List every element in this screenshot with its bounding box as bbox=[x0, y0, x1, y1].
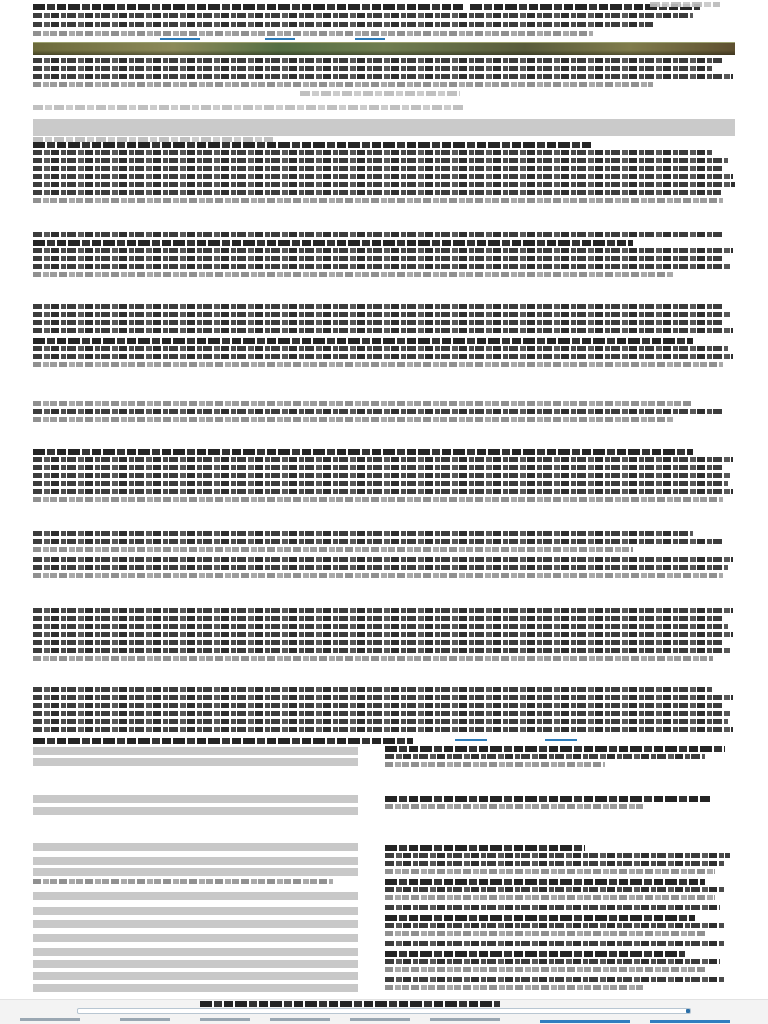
paragraph-line bbox=[33, 616, 723, 621]
paragraph-line bbox=[33, 489, 733, 494]
paragraph-line bbox=[33, 354, 733, 359]
paragraph-line bbox=[33, 632, 733, 637]
related-item[interactable] bbox=[33, 747, 358, 755]
related-item-bar bbox=[33, 857, 358, 865]
hero-caption-2 bbox=[33, 66, 713, 71]
related-item-bar bbox=[33, 972, 358, 980]
related-link[interactable] bbox=[385, 879, 705, 885]
related-text bbox=[385, 977, 725, 982]
section-meta bbox=[33, 105, 463, 110]
paragraph-line bbox=[33, 656, 713, 661]
related-text bbox=[385, 861, 725, 866]
subtitle-line-2 bbox=[33, 22, 653, 27]
hero-caption-4 bbox=[33, 82, 653, 87]
paragraph-line bbox=[33, 198, 723, 203]
related-text bbox=[385, 762, 605, 767]
paragraph-line bbox=[33, 608, 733, 613]
paragraph-line bbox=[33, 362, 723, 367]
paragraph-line bbox=[33, 557, 733, 562]
paragraph-line bbox=[33, 248, 733, 253]
related-link[interactable] bbox=[385, 796, 710, 802]
paragraph-line bbox=[33, 624, 728, 629]
paragraph-line bbox=[33, 166, 723, 171]
hero-shade bbox=[33, 50, 735, 55]
hero-caption bbox=[33, 58, 723, 63]
footer-tab-active[interactable] bbox=[540, 1020, 630, 1023]
paragraph-line bbox=[33, 687, 713, 692]
related-item[interactable] bbox=[33, 907, 358, 915]
related-link[interactable] bbox=[385, 915, 695, 921]
byline-link-3[interactable] bbox=[355, 38, 385, 40]
related-link[interactable] bbox=[385, 951, 685, 957]
footer-tab[interactable] bbox=[200, 1018, 250, 1021]
byline-link-2[interactable] bbox=[265, 38, 295, 40]
paragraph-line bbox=[33, 174, 733, 179]
related-text bbox=[385, 967, 705, 972]
byline bbox=[33, 31, 593, 36]
paragraph-line bbox=[33, 312, 731, 317]
paragraph-line bbox=[33, 573, 723, 578]
paragraph-line bbox=[33, 711, 731, 716]
search-input[interactable] bbox=[77, 1008, 691, 1014]
paragraph-line bbox=[33, 497, 723, 502]
footer-bar bbox=[0, 999, 768, 1024]
paragraph-line bbox=[33, 547, 633, 552]
related-text bbox=[385, 941, 725, 946]
footer-tab[interactable] bbox=[430, 1018, 500, 1021]
footer-title bbox=[200, 1001, 500, 1007]
paragraph-line bbox=[33, 539, 723, 544]
related-item-bar bbox=[33, 758, 358, 766]
related-text bbox=[385, 985, 645, 990]
related-item[interactable] bbox=[33, 948, 358, 956]
paragraph-line bbox=[33, 190, 721, 195]
paragraph-line bbox=[33, 457, 733, 462]
related-item-bar bbox=[33, 807, 358, 815]
related-text bbox=[385, 869, 715, 874]
section-banner bbox=[33, 119, 735, 136]
paragraph-line bbox=[33, 719, 728, 724]
inline-link[interactable] bbox=[455, 739, 487, 741]
paragraph-line bbox=[33, 320, 723, 325]
paragraph-line bbox=[33, 531, 693, 536]
paragraph-line bbox=[33, 272, 673, 277]
footer-tab[interactable] bbox=[120, 1018, 170, 1021]
related-text bbox=[385, 959, 720, 964]
related-text bbox=[385, 887, 725, 892]
hero-credit bbox=[300, 91, 460, 96]
paragraph-line bbox=[33, 695, 733, 700]
hero-caption-3 bbox=[33, 74, 733, 79]
paragraph-line bbox=[33, 640, 723, 645]
related-text bbox=[385, 923, 725, 928]
paragraph-line bbox=[33, 264, 731, 269]
related-text bbox=[385, 754, 705, 759]
byline-link[interactable] bbox=[160, 38, 200, 40]
related-link[interactable] bbox=[385, 845, 585, 851]
related-item-bar bbox=[33, 934, 358, 942]
related-item[interactable] bbox=[33, 795, 358, 803]
paragraph-line bbox=[33, 158, 728, 163]
related-item-bar bbox=[33, 868, 358, 876]
paragraph-line bbox=[33, 481, 728, 486]
paragraph-line bbox=[33, 346, 728, 351]
paragraph-line bbox=[33, 304, 723, 309]
inline-link[interactable] bbox=[545, 739, 577, 741]
paragraph-line bbox=[33, 142, 593, 148]
paragraph-line bbox=[33, 240, 633, 246]
paragraph-line bbox=[33, 727, 733, 732]
paragraph-line bbox=[33, 328, 733, 333]
footer-tab[interactable] bbox=[350, 1018, 410, 1021]
related-text bbox=[385, 905, 720, 910]
paragraph-line bbox=[33, 565, 728, 570]
footer-tab[interactable] bbox=[270, 1018, 330, 1021]
page-title bbox=[33, 4, 463, 10]
hero-image bbox=[33, 42, 735, 55]
paragraph-line bbox=[33, 150, 713, 155]
footer-tab-active[interactable] bbox=[650, 1020, 730, 1023]
page-subtitle bbox=[33, 13, 693, 18]
footer-tab[interactable] bbox=[20, 1018, 80, 1021]
related-text bbox=[385, 804, 645, 809]
paragraph-line bbox=[33, 338, 693, 344]
related-item-meta bbox=[33, 879, 333, 884]
paragraph-line bbox=[33, 648, 731, 653]
paragraph-line bbox=[33, 465, 723, 470]
paragraph-line bbox=[33, 449, 693, 455]
related-item-bar bbox=[33, 960, 358, 968]
paragraph-line bbox=[33, 401, 693, 406]
related-item-bar bbox=[33, 892, 358, 900]
related-text bbox=[385, 895, 715, 900]
related-item[interactable] bbox=[33, 843, 358, 851]
paragraph-line bbox=[33, 409, 723, 414]
related-item-bar bbox=[33, 984, 358, 992]
paragraph-line bbox=[33, 256, 723, 261]
paragraph-line bbox=[33, 232, 723, 237]
paragraph-line bbox=[33, 182, 735, 187]
paragraph-line bbox=[33, 417, 673, 422]
related-item-bar bbox=[33, 920, 358, 928]
paragraph-line bbox=[33, 703, 723, 708]
related-link[interactable] bbox=[385, 746, 725, 752]
top-meta bbox=[650, 2, 720, 7]
paragraph-line bbox=[33, 473, 731, 478]
paragraph-line bbox=[33, 738, 413, 744]
search-icon[interactable] bbox=[686, 1009, 690, 1013]
related-text bbox=[385, 853, 730, 858]
related-text bbox=[385, 931, 705, 936]
